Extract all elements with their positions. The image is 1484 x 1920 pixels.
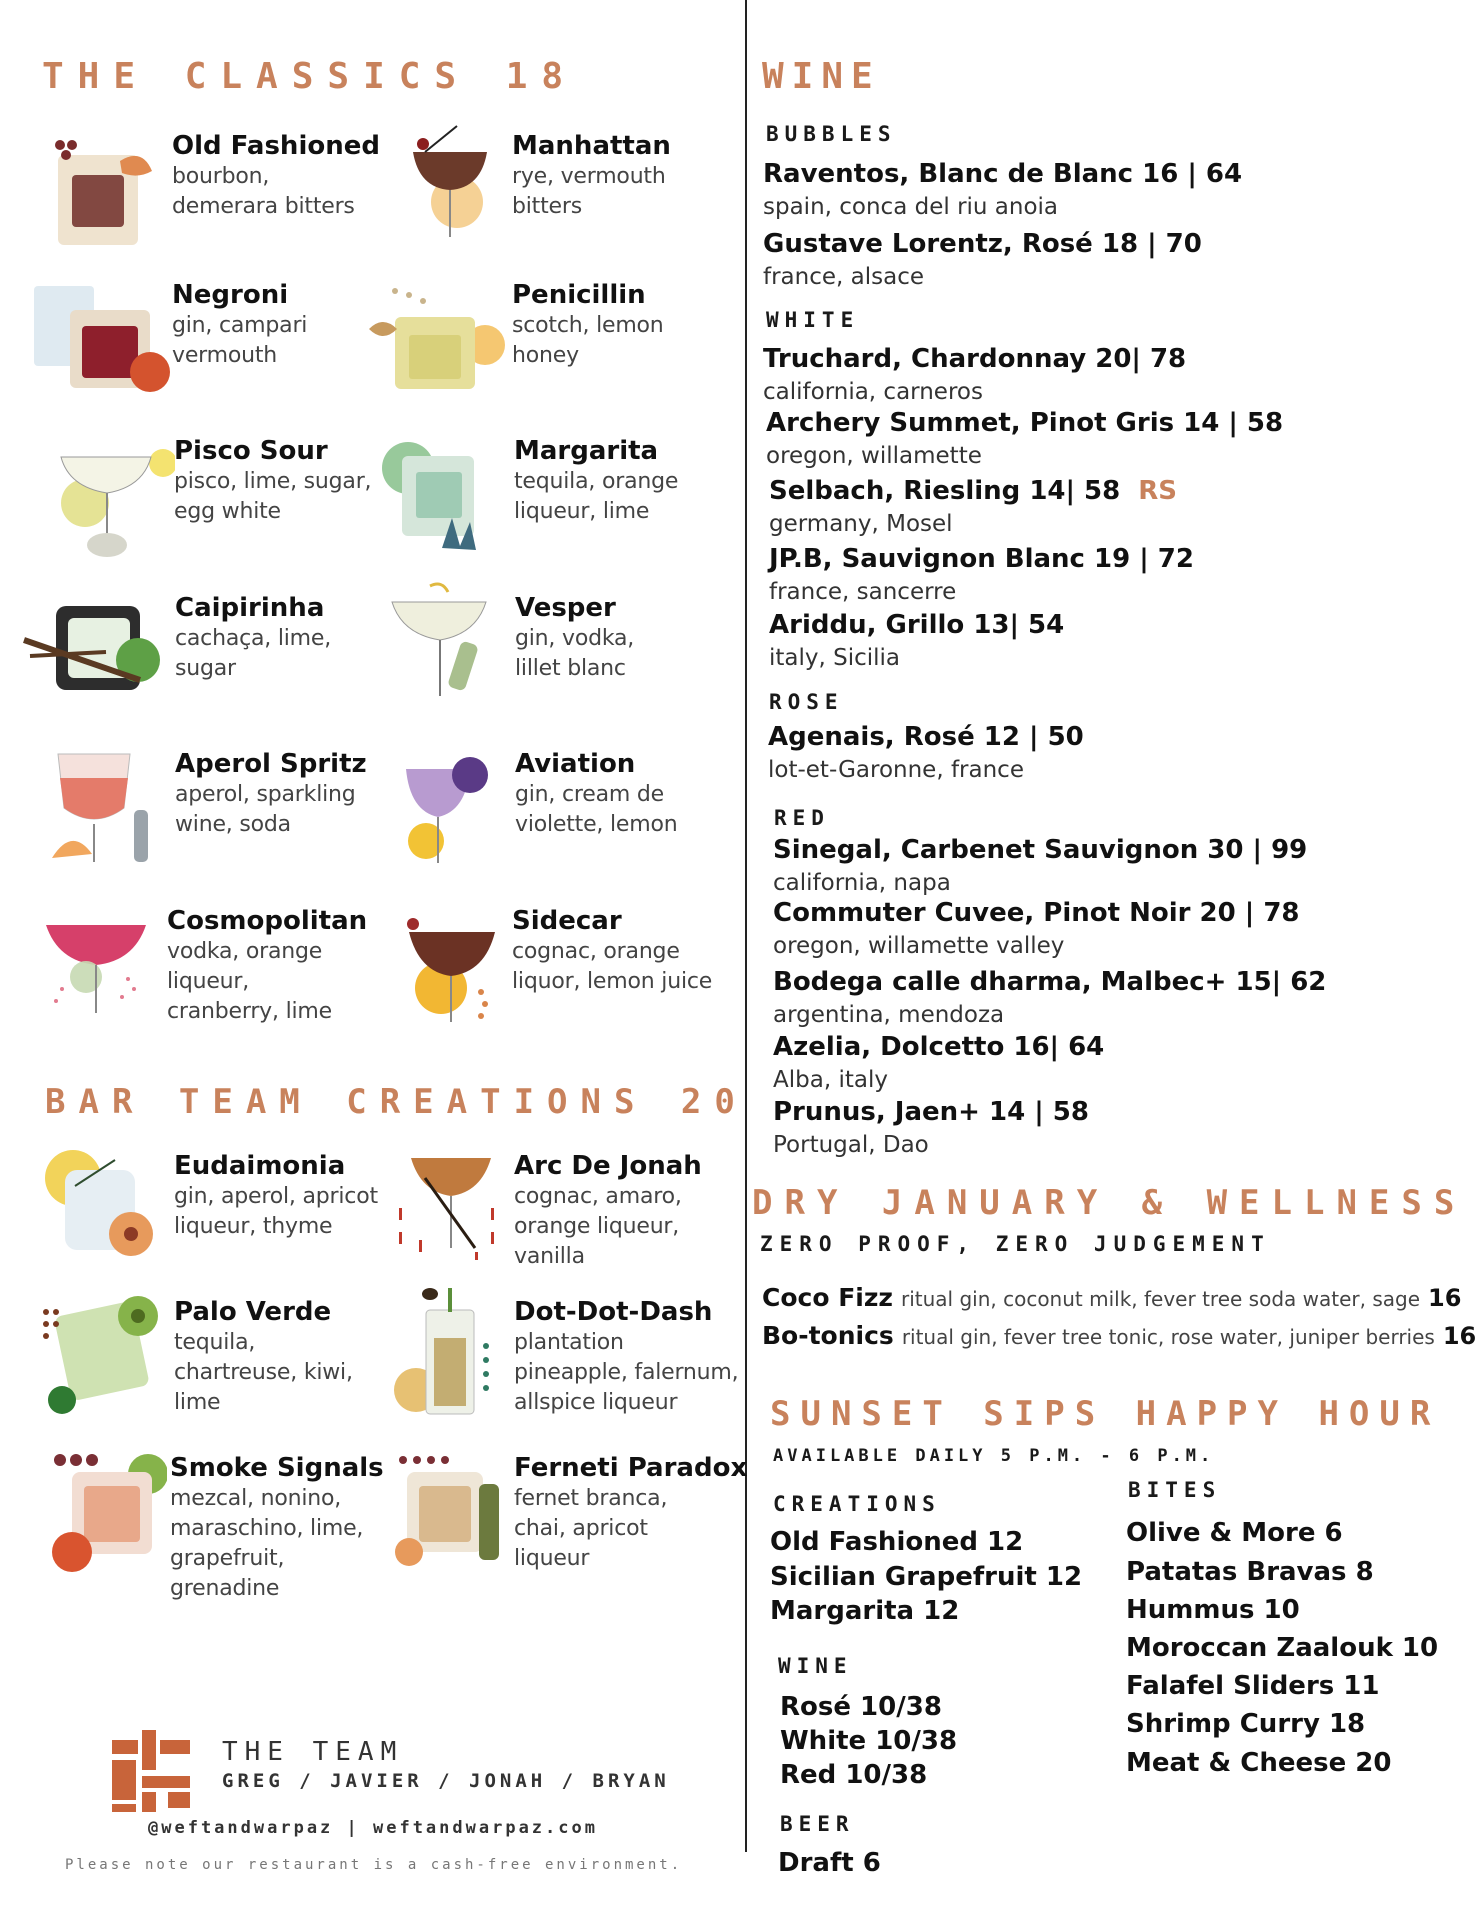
creation-palo-verde bbox=[174, 1296, 374, 1418]
cocktail-name: Negroni bbox=[172, 280, 289, 310]
hh-bite-item: Hummus 10 bbox=[1126, 1595, 1300, 1625]
wine-region: california, carneros bbox=[763, 379, 983, 405]
cocktail-ingredients: fernet branca, chai, apricot liqueur bbox=[514, 1486, 668, 1571]
wine-name: Gustave Lorentz, Rosé 18 | 70 bbox=[763, 229, 1202, 259]
drink-price: 16 bbox=[1428, 1284, 1462, 1312]
column-divider bbox=[745, 0, 747, 1852]
creations-title: BAR TEAM CREATIONS 20 bbox=[45, 1082, 748, 1122]
happy-hour-title: SUNSET SIPS HAPPY HOUR bbox=[770, 1394, 1441, 1434]
cocktail-ingredients: cognac, amaro, orange liqueur, vanilla bbox=[514, 1184, 682, 1269]
dry-january-title: DRY JANUARY & WELLNESS bbox=[752, 1183, 1467, 1223]
zero-proof-bo-tonics bbox=[762, 1320, 1476, 1355]
wine-region: lot-et-Garonne, france bbox=[768, 757, 1024, 783]
cocktail-pisco-sour bbox=[174, 435, 374, 527]
hh-bite-item: Falafel Sliders 11 bbox=[1126, 1671, 1380, 1701]
white-label: WHITE bbox=[766, 308, 860, 332]
cocktail-ingredients: tequila, orange liqueur, lime bbox=[514, 469, 679, 524]
arc-de-jonah-illustration bbox=[395, 1148, 505, 1263]
cocktail-old-fashioned bbox=[172, 130, 380, 222]
cocktail-name: Palo Verde bbox=[174, 1297, 332, 1327]
cocktail-ingredients: gin, cream de violette, lemon bbox=[515, 782, 678, 837]
cocktail-name: Vesper bbox=[515, 593, 616, 623]
hh-beer-item: Draft 6 bbox=[778, 1848, 881, 1878]
team-title: THE TEAM bbox=[222, 1737, 404, 1767]
wine-name: Azelia, Dolcetto 16| 64 bbox=[773, 1032, 1105, 1062]
wine-region: france, sancerre bbox=[769, 579, 957, 605]
cocktail-name: Manhattan bbox=[512, 131, 671, 161]
drink-name: Coco Fizz bbox=[762, 1283, 893, 1312]
wine-name: Sinegal, Carbenet Sauvignon 30 | 99 bbox=[773, 835, 1308, 865]
cocktail-name: Penicillin bbox=[512, 280, 646, 310]
wine-region: Alba, italy bbox=[773, 1067, 888, 1093]
pisco-sour-illustration bbox=[55, 445, 175, 560]
team-names: GREG / JAVIER / JONAH / BRYAN bbox=[222, 1770, 670, 1792]
aperol-spritz-illustration bbox=[50, 750, 160, 870]
cocktail-ingredients: tequila, chartreuse, kiwi, lime bbox=[174, 1330, 353, 1415]
cocktail-ingredients: scotch, lemon honey bbox=[512, 313, 664, 368]
wine-region: germany, Mosel bbox=[769, 511, 953, 537]
cocktail-cosmopolitan bbox=[167, 905, 367, 1027]
cocktail-name: Old Fashioned bbox=[172, 131, 380, 161]
drink-ingredients: ritual gin, fever tree tonic, rose water, juniper berries bbox=[901, 1325, 1435, 1349]
hh-creation-item: Sicilian Grapefruit 12 bbox=[770, 1562, 1083, 1592]
cosmopolitan-illustration bbox=[42, 915, 152, 1025]
creation-eudaimonia bbox=[174, 1150, 384, 1242]
contact-line: @weftandwarpaz | weftandwarpaz.com bbox=[148, 1818, 598, 1838]
cocktail-ingredients: plantation pineapple, falernum, allspice liqueur bbox=[514, 1330, 739, 1415]
cocktail-name: Cosmopolitan bbox=[167, 906, 368, 936]
classics-title: THE CLASSICS 18 bbox=[42, 56, 578, 97]
cocktail-caipirinha bbox=[175, 592, 335, 684]
eudaimonia-illustration bbox=[45, 1150, 160, 1265]
bubbles-label: BUBBLES bbox=[766, 122, 897, 146]
cocktail-name: Margarita bbox=[514, 436, 659, 466]
wine-region: argentina, mendoza bbox=[773, 1002, 1005, 1028]
cocktail-ingredients: bourbon, demerara bitters bbox=[172, 164, 355, 219]
hh-bite-item: Olive & More 6 bbox=[1126, 1518, 1343, 1548]
cocktail-name: Pisco Sour bbox=[174, 436, 328, 466]
old-fashioned-illustration bbox=[50, 133, 160, 258]
hh-beer-label: BEER bbox=[780, 1812, 855, 1836]
cocktail-negroni bbox=[172, 279, 322, 371]
dot-dot-dash-illustration bbox=[390, 1282, 500, 1427]
red-label: RED bbox=[774, 806, 830, 830]
wine-name: Prunus, Jaen+ 14 | 58 bbox=[773, 1097, 1089, 1127]
ferneti-paradox-illustration bbox=[395, 1452, 510, 1572]
wine-region: spain, conca del riu anoia bbox=[763, 194, 1059, 220]
cocktail-margarita bbox=[514, 435, 684, 527]
palo-verde-illustration bbox=[40, 1292, 160, 1417]
hh-bite-item: Meat & Cheese 20 bbox=[1126, 1748, 1392, 1778]
smoke-signals-illustration bbox=[52, 1452, 167, 1572]
hh-wine-item: White 10/38 bbox=[780, 1726, 958, 1756]
caipirinha-illustration bbox=[20, 600, 160, 700]
cocktail-penicillin bbox=[512, 279, 672, 371]
cocktail-name: Eudaimonia bbox=[174, 1151, 346, 1181]
wine-name: Ariddu, Grillo 13| 54 bbox=[769, 610, 1065, 640]
rs-tag: RS bbox=[1138, 476, 1177, 506]
cocktail-ingredients: vodka, orange liqueur, cranberry, lime bbox=[167, 939, 332, 1024]
wine-name: Agenais, Rosé 12 | 50 bbox=[768, 722, 1084, 752]
wine-name: Raventos, Blanc de Blanc 16 | 64 bbox=[763, 159, 1243, 189]
hh-wine-item: Red 10/38 bbox=[780, 1760, 928, 1790]
hh-creation-item: Old Fashioned 12 bbox=[770, 1527, 1024, 1557]
cocktail-name: Sidecar bbox=[512, 906, 622, 936]
cocktail-ingredients: gin, campari vermouth bbox=[172, 313, 308, 368]
creation-smoke-signals bbox=[170, 1452, 385, 1604]
cocktail-ingredients: gin, aperol, apricot liqueur, thyme bbox=[174, 1184, 378, 1239]
manhattan-illustration bbox=[405, 122, 505, 247]
wine-region: oregon, willamette bbox=[766, 443, 982, 469]
wine-region: italy, Sicilia bbox=[769, 645, 901, 671]
cocktail-name: Aperol Spritz bbox=[175, 749, 367, 779]
penicillin-illustration bbox=[365, 285, 505, 395]
wine-name: JP.B, Sauvignon Blanc 19 | 72 bbox=[769, 544, 1194, 574]
drink-ingredients: ritual gin, coconut milk, fever tree soda water, sage bbox=[900, 1287, 1420, 1311]
hh-creations-label: CREATIONS bbox=[773, 1492, 941, 1516]
wine-name: Commuter Cuvee, Pinot Noir 20 | 78 bbox=[773, 898, 1300, 928]
wine-title: WINE bbox=[762, 56, 881, 97]
cocktail-aperol-spritz bbox=[175, 748, 367, 840]
wine-name: Selbach, Riesling 14| 58 bbox=[769, 476, 1121, 506]
wine-name: Truchard, Chardonnay 20| 78 bbox=[763, 344, 1187, 374]
cocktail-ingredients: rye, vermouth bitters bbox=[512, 164, 666, 219]
cocktail-ingredients: mezcal, nonino, maraschino, lime, grapefruit, grenadine bbox=[170, 1486, 364, 1601]
wine-name: Archery Summet, Pinot Gris 14 | 58 bbox=[766, 408, 1284, 438]
hh-bite-item: Patatas Bravas 8 bbox=[1126, 1557, 1374, 1587]
cocktail-aviation bbox=[515, 748, 685, 840]
zero-proof-coco-fizz bbox=[762, 1282, 1461, 1317]
cocktail-name: Arc De Jonah bbox=[514, 1151, 702, 1181]
aviation-illustration bbox=[400, 745, 500, 870]
wine-name: Bodega calle dharma, Malbec+ 15| 62 bbox=[773, 967, 1327, 997]
weft-and-warp-logo bbox=[112, 1730, 198, 1812]
cocktail-ingredients: cognac, orange liquor, lemon juice bbox=[512, 939, 713, 994]
wine-region: Portugal, Dao bbox=[773, 1132, 929, 1158]
cocktail-name: Ferneti Paradox bbox=[514, 1453, 748, 1483]
hh-bite-item: Moroccan Zaalouk 10 bbox=[1126, 1633, 1439, 1663]
cocktail-vesper bbox=[515, 592, 655, 684]
cash-free-note: Please note our restaurant is a cash-free environment. bbox=[65, 1857, 683, 1873]
creation-ferneti-paradox bbox=[514, 1452, 747, 1574]
hh-creation-item: Margarita 12 bbox=[770, 1596, 960, 1626]
cocktail-name: Dot-Dot-Dash bbox=[514, 1297, 713, 1327]
wine-name-selbach bbox=[769, 475, 1177, 507]
margarita-illustration bbox=[380, 438, 500, 558]
hh-wine-label: WINE bbox=[778, 1654, 853, 1678]
cocktail-manhattan bbox=[512, 130, 672, 222]
happy-hour-subtitle: AVAILABLE DAILY 5 P.M. - 6 P.M. bbox=[773, 1446, 1215, 1466]
cocktail-ingredients: cachaça, lime, sugar bbox=[175, 626, 332, 681]
drink-price: 16 bbox=[1442, 1322, 1477, 1350]
rose-label: ROSE bbox=[769, 690, 844, 714]
hh-bite-item: Shrimp Curry 18 bbox=[1126, 1709, 1366, 1739]
creation-dot-dot-dash bbox=[514, 1296, 739, 1418]
sidecar-illustration bbox=[405, 912, 505, 1032]
cocktail-sidecar bbox=[512, 905, 732, 997]
cocktail-ingredients: aperol, sparkling wine, soda bbox=[175, 782, 356, 837]
cocktail-ingredients: pisco, lime, sugar, egg white bbox=[174, 469, 372, 524]
wine-region: california, napa bbox=[773, 870, 951, 896]
hh-wine-item: Rosé 10/38 bbox=[780, 1692, 942, 1722]
wine-region: france, alsace bbox=[763, 264, 924, 290]
hh-bites-label: BITES bbox=[1128, 1478, 1222, 1502]
drink-name: Bo-tonics bbox=[762, 1321, 894, 1350]
cocktail-name: Aviation bbox=[515, 749, 636, 779]
negroni-illustration bbox=[30, 282, 170, 397]
dry-january-subtitle: ZERO PROOF, ZERO JUDGEMENT bbox=[760, 1232, 1271, 1256]
cocktail-name: Caipirinha bbox=[175, 593, 325, 623]
wine-region: oregon, willamette valley bbox=[773, 933, 1065, 959]
cocktail-ingredients: gin, vodka, lillet blanc bbox=[515, 626, 635, 681]
vesper-illustration bbox=[390, 578, 500, 703]
cocktail-name: Smoke Signals bbox=[170, 1453, 384, 1483]
creation-arc-de-jonah bbox=[514, 1150, 704, 1272]
